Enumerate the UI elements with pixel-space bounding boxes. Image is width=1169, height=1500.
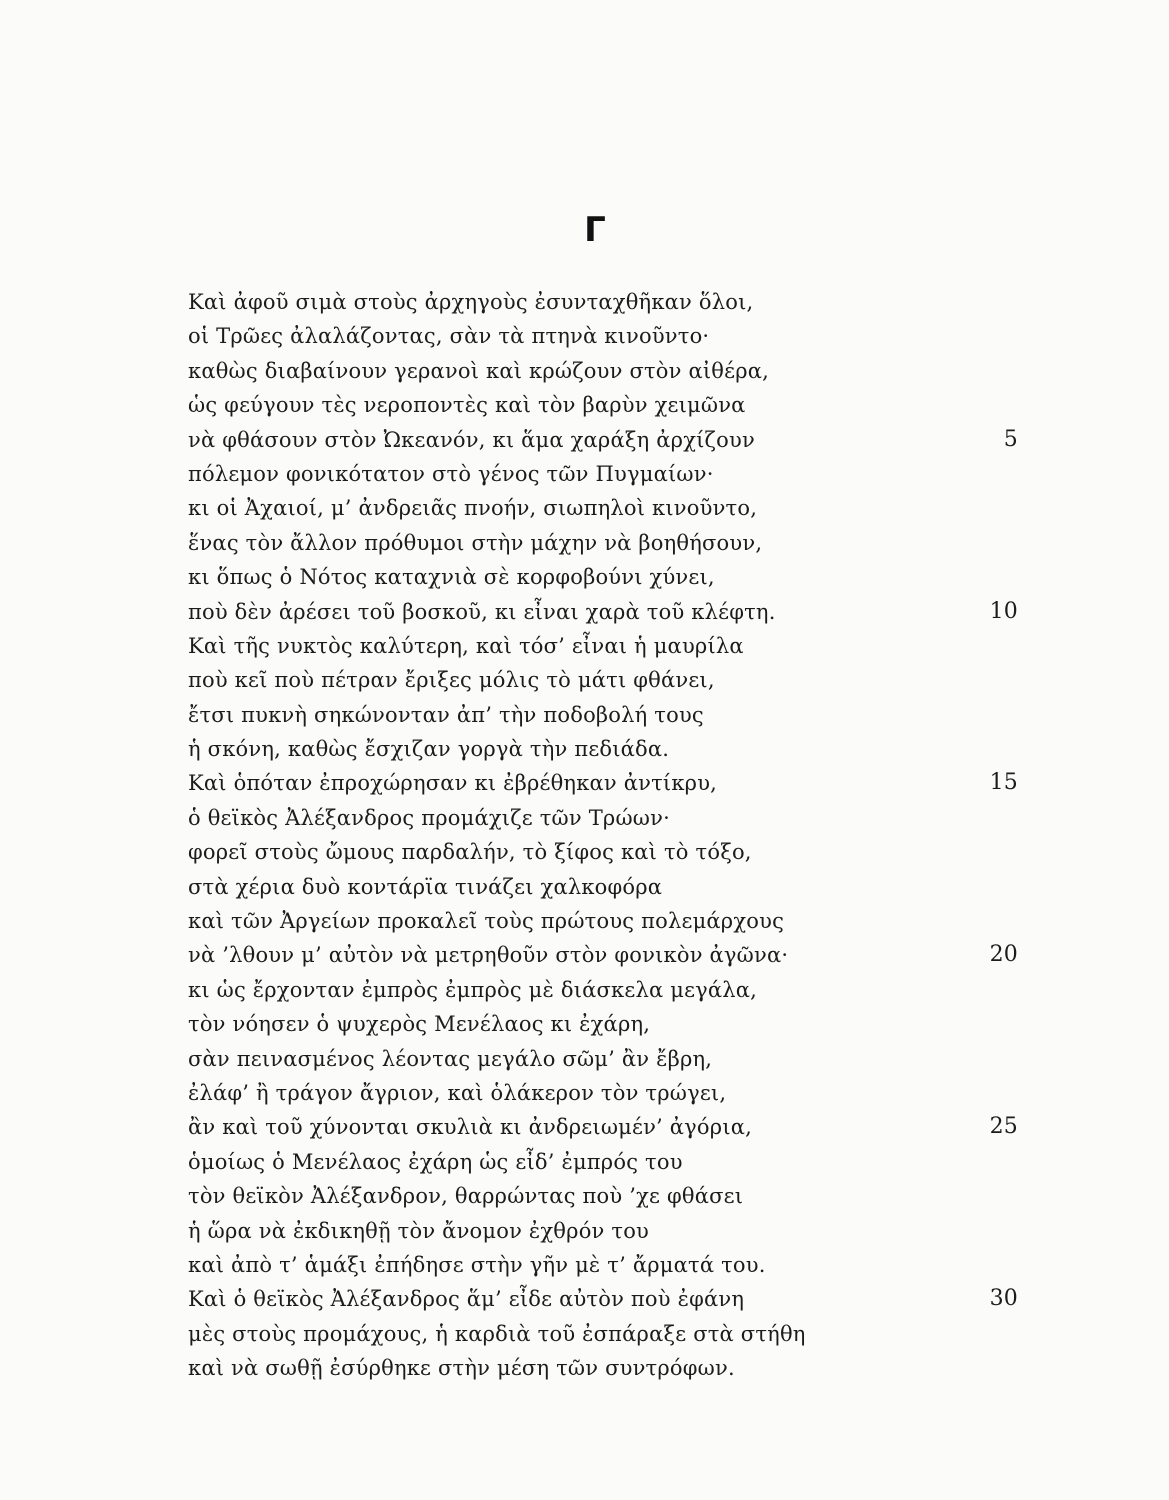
poem-body <box>188 285 1048 1386</box>
poem-line <box>188 595 1048 629</box>
poem-line <box>188 285 1048 319</box>
poem-line <box>188 526 1048 560</box>
poem-line <box>188 870 1048 904</box>
line-number: 15 <box>989 770 1018 796</box>
poem-line-text: πόλεμον φονικότατον στὸ γένος τῶν Πυγμαίων· <box>188 461 714 486</box>
poem-line-text: καὶ ἀπὸ τ’ ἁμάξι ἐπήδησε στὴν γῆν μὲ τ’ ἄρματά του. <box>188 1252 766 1277</box>
poem-line <box>188 1248 1048 1282</box>
poem-line-text: ποὺ δὲν ἀρέσει τοῦ βοσκοῦ, κι εἶναι χαρὰ τοῦ κλέφτη. <box>188 599 776 624</box>
poem-line-text: ποὺ κεῖ ποὺ πέτραν ἔριξες μόλις τὸ μάτι φθάνει, <box>188 668 715 693</box>
poem-line-text: ἔτσι πυκνὴ σηκώνονταν ἀπ’ τὴν ποδοβολή τους <box>188 702 704 727</box>
poem-line <box>188 1282 1048 1316</box>
poem-line <box>188 1076 1048 1110</box>
poem-line-text: κι ὅπως ὁ Νότος καταχνιὰ σὲ κορφοβούνι χύνει, <box>188 565 715 590</box>
poem-line <box>188 938 1048 972</box>
poem-line <box>188 560 1048 594</box>
poem-line <box>188 973 1048 1007</box>
poem-line <box>188 732 1048 766</box>
line-number: 10 <box>989 598 1018 624</box>
poem-line-text: κι ὡς ἔρχονταν ἐμπρὸς ἐμπρὸς μὲ διάσκελα μεγάλα, <box>188 977 758 1002</box>
poem-line-text: νὰ ’λθουν μ’ αὐτὸν νὰ μετρηθοῦν στὸν φονικὸν ἀγῶνα· <box>188 943 789 968</box>
poem-line <box>188 1007 1048 1041</box>
poem-line-text: ἕνας τὸν ἄλλον πρόθυμοι στὴν μάχην νὰ βοηθήσουν, <box>188 530 763 555</box>
poem-line <box>188 457 1048 491</box>
poem-line <box>188 766 1048 800</box>
poem-line <box>188 1317 1048 1351</box>
poem-line-text: ἡ σκόνη, καθὼς ἔσχιζαν γοργὰ τὴν πεδιάδα. <box>188 737 670 762</box>
poem-line-text: ὡς φεύγουν τὲς νεροποντὲς καὶ τὸν βαρὺν χειμῶνα <box>188 393 746 418</box>
poem-line <box>188 1110 1048 1144</box>
poem-line-text: νὰ φθάσουν στὸν Ὠκεανόν, κι ἅμα χαράξη ἀρχίζουν <box>188 427 755 452</box>
line-number: 30 <box>989 1286 1018 1312</box>
poem-line <box>188 319 1048 353</box>
poem-line-text: καὶ νὰ σωθῇ ἐσύρθηκε στὴν μέση τῶν συντρόφων. <box>188 1356 735 1381</box>
poem-line <box>188 801 1048 835</box>
poem-line-text: καθὼς διαβαίνουν γερανοὶ καὶ κρώζουν στὸν αἰθέρα, <box>188 358 770 383</box>
poem-line <box>188 491 1048 525</box>
poem-line <box>188 354 1048 388</box>
poem-line-text: ὁ θεϊκὸς Ἀλέξανδρος προμάχιζε τῶν Τρώων· <box>188 805 670 830</box>
line-number: 20 <box>989 942 1018 968</box>
poem-line-text: Καὶ ἀφοῦ σιμὰ στοὺς ἀρχηγοὺς ἐσυνταχθῆκαν ὅλοι, <box>188 290 754 314</box>
poem-line-text: ἐλάφ’ ἢ τράγον ἄγριον, καὶ ὁλάκερον τὸν τρώγει, <box>188 1080 727 1105</box>
poem-line <box>188 1145 1048 1179</box>
poem-line <box>188 698 1048 732</box>
poem-line <box>188 388 1048 422</box>
poem-line <box>188 663 1048 697</box>
poem-line-text: φορεῖ στοὺς ὤμους παρδαλήν, τὸ ξίφος καὶ τὸ τόξο, <box>188 840 752 865</box>
poem-line <box>188 1214 1048 1248</box>
poem-line-text: Καὶ ὁπόταν ἐπροχώρησαν κι ἐβρέθηκαν ἀντίκρυ, <box>188 771 718 796</box>
poem-line <box>188 1351 1048 1385</box>
poem-line-text: τὸν νόησεν ὁ ψυχερὸς Μενέλαος κι ἐχάρη, <box>188 1012 651 1037</box>
poem-line <box>188 629 1048 663</box>
poem-line <box>188 423 1048 457</box>
poem-line-text: μὲς στοὺς προμάχους, ἡ καρδιὰ τοῦ ἐσπάραξε στὰ στήθη <box>188 1321 806 1346</box>
poem-line-text: Καὶ ὁ θεϊκὸς Ἀλέξανδρος ἅμ’ εἶδε αὐτὸν ποὺ ἐφάνη <box>188 1287 745 1312</box>
poem-line <box>188 835 1048 869</box>
poem-line-text: ὁμοίως ὁ Μενέλαος ἐχάρη ὡς εἶδ’ ἐμπρός του <box>188 1149 683 1174</box>
poem-line-text: καὶ τῶν Ἀργείων προκαλεῖ τοὺς πρώτους πολεμάρχους <box>188 909 785 934</box>
poem-line-text: σὰν πεινασμένος λέοντας μεγάλο σῶμ’ ἂν ἔβρη, <box>188 1046 713 1071</box>
poem-line-text: τὸν θεϊκὸν Ἀλέξανδρον, θαρρώντας ποὺ ’χε φθάσει <box>188 1184 744 1209</box>
poem-line-text: ἂν καὶ τοῦ χύνονται σκυλιὰ κι ἀνδρειωμέν’ ἀγόρια, <box>188 1115 753 1140</box>
poem-line-text: στὰ χέρια δυὸ κοντάρϊα τινάζει χαλκοφόρα <box>188 874 663 899</box>
line-number: 5 <box>1003 426 1018 452</box>
poem-line-text: κι οἱ Ἀχαιοί, μ’ ἀνδρειᾶς πνοήν, σιωπηλοὶ κινοῦντο, <box>188 496 758 521</box>
poem-line-text: ἡ ὥρα νὰ ἐκδικηθῇ τὸν ἄνομον ἐχθρόν του <box>188 1218 650 1243</box>
poem-line <box>188 1042 1048 1076</box>
section-heading: Γ <box>584 210 606 250</box>
poem-line-text: οἱ Τρῶες ἀλαλάζοντας, σὰν τὰ πτηνὰ κινοῦντο· <box>188 324 710 349</box>
poem-line <box>188 904 1048 938</box>
poem-line-text: Καὶ τῆς νυκτὸς καλύτερη, καὶ τόσ’ εἶναι ἡ μαυρίλα <box>188 633 744 658</box>
line-number: 25 <box>989 1114 1018 1140</box>
poem-line <box>188 1179 1048 1213</box>
